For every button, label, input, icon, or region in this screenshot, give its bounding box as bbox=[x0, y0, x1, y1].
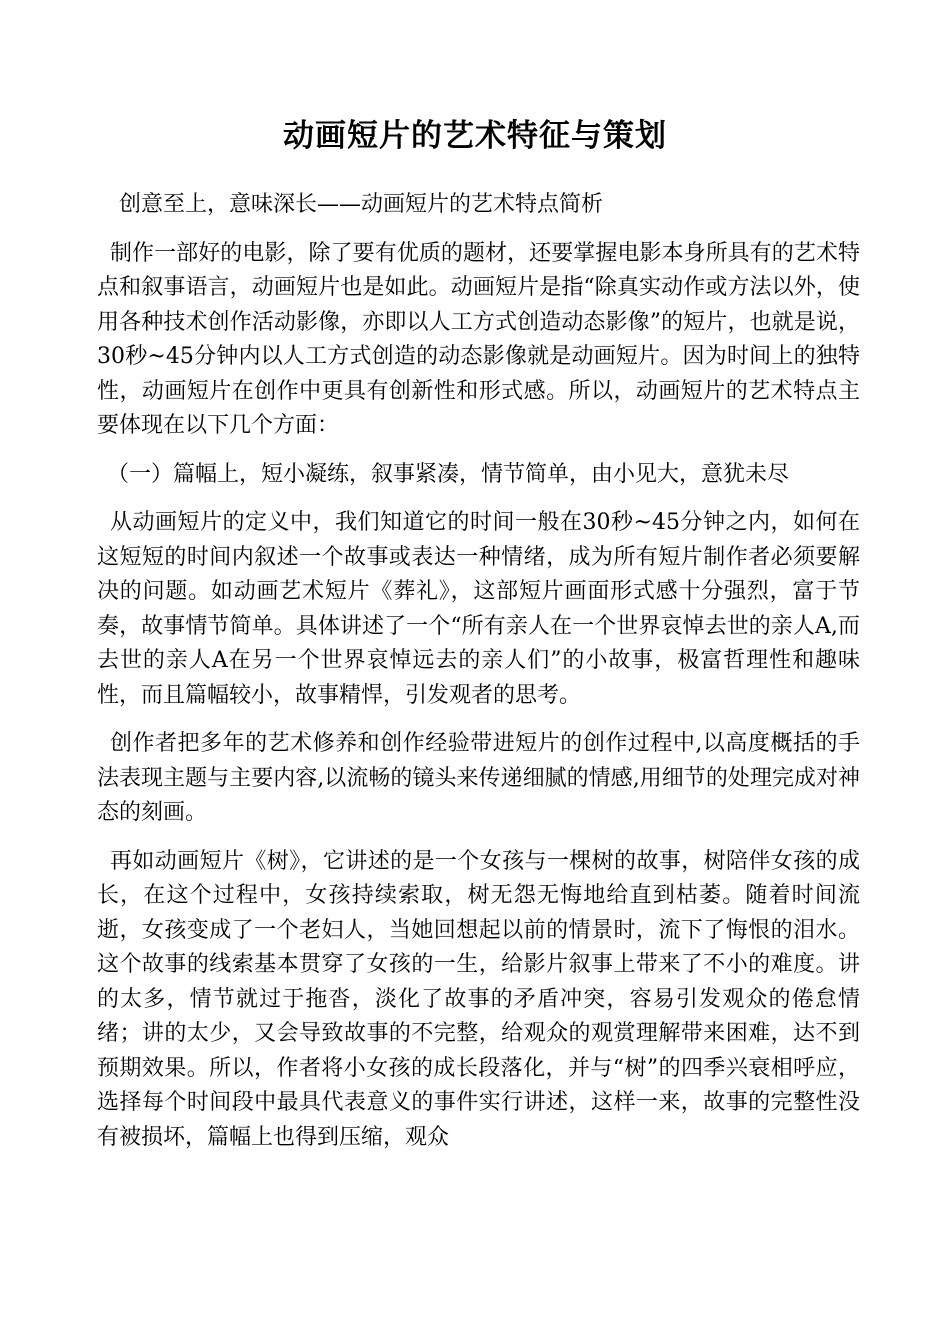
intro-paragraph: 制作一部好的电影，除了要有优质的题材，还要掌握电影本身所具有的艺术特点和叙事语言，动画短片也是如此。动画短片是指“除真实动作或方法以外，使用各种技术创作活动影像，亦即以人工方式创造动态影像”的短片，也就是说，30秒~45分钟内以人工方式创造的动态影像就是动画短片。因为时间上的独特性，动画短片在创作中更具有创新性和形式感。所以，动画短片的艺术特点主要体现在以下几个方面： bbox=[97, 240, 860, 438]
subtitle-paragraph: 创意至上，意味深长——动画短片的艺术特点简析 bbox=[119, 192, 604, 217]
body-paragraph: 再如动画短片《树》，它讲述的是一个女孩与一棵树的故事，树陪伴女孩的成长，在这个过程中，女孩持续索取，树无怨无悔地给直到枯萎。随着时间流逝，女孩变成了一个老妇人，当她回想起以前的情景时，流下了悔恨的泪水。这个故事的线索基本贯穿了女孩的一生，给影片叙事上带来了不小的难度。讲的太多，情节就过于拖沓，淡化了故事的矛盾冲突，容易引发观众的倦怠情绪；讲的太少，又会导致故事的不完整，给观众的观赏理解带来困难，达不到预期效果。所以，作者将小女孩的成长段落化，并与“树”的四季兴衰相呼应，选择每个时间段中最具代表意义的事件实行讲述，这样一来，故事的完整性没有被损坏，篇幅上也得到压缩，观众 bbox=[97, 848, 860, 1150]
body-paragraph: 创作者把多年的艺术修养和创作经验带进短片的创作过程中,以高度概括的手法表现主题与主要内容,以流畅的镜头来传递细腻的情感,用细节的处理完成对神态的刻画。 bbox=[97, 731, 860, 825]
document-body bbox=[97, 188, 860, 1169]
body-paragraph: 从动画短片的定义中，我们知道它的时间一般在30秒~45分钟之内，如何在这短短的时间内叙述一个故事或表达一种情绪，成为所有短片制作者必须要解决的问题。如动画艺术短片《葬礼》，这部短片画面形式感十分强烈，富于节奏，故事情节简单。具体讲述了一个“所有亲人在一个世界哀悼去世的亲人A,而去世的亲人A在另一个世界哀悼远去的亲人们”的小故事，极富哲理性和趣味性，而且篇幅较小，故事精悍，引发观者的思考。 bbox=[97, 510, 860, 708]
section-heading-1: （一）篇幅上，短小凝练，叙事紧凑，情节简单，由小见大，意犹未尽 bbox=[107, 461, 790, 487]
page-title: 动画短片的艺术特征与策划 bbox=[283, 118, 667, 154]
